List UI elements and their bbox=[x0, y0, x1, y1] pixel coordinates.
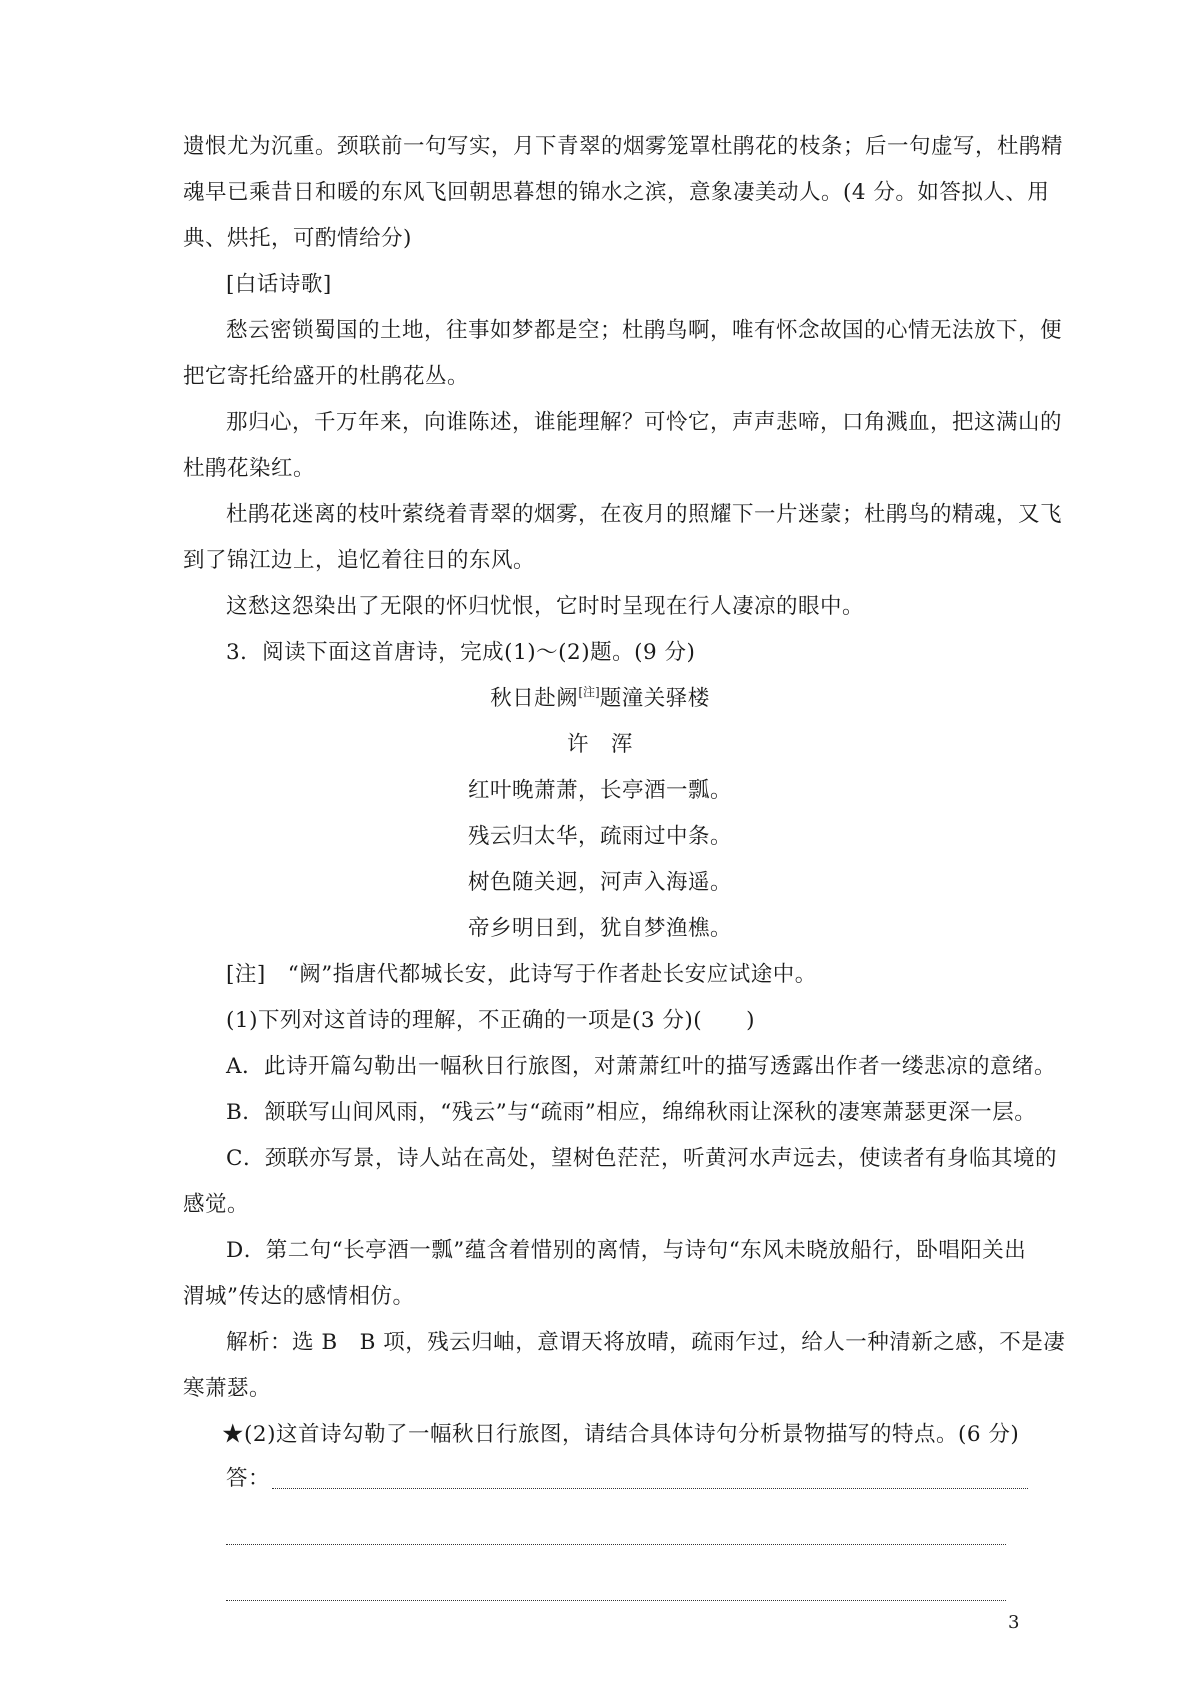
analysis-line-2: 寒萧瑟。 bbox=[183, 1376, 272, 1401]
answer-label: 答： bbox=[226, 1466, 271, 1491]
option-c: C．颈联亦写景，诗人站在高处，望树色茫茫，听黄河水声远去，使读者有身临其境的 bbox=[226, 1146, 1057, 1171]
page-number: 3 bbox=[1008, 1612, 1020, 1633]
option-d: D．第二句“长亭酒一瓢”蕴含着惜别的离情，与诗句“东风未晓放船行，卧唱阳关出 bbox=[226, 1238, 1027, 1263]
sub2-stem: ★(2)这首诗勾勒了一幅秋日行旅图，请结合具体诗句分析景物描写的特点。(6 分) bbox=[222, 1422, 1020, 1447]
poem-verse-4: 帝乡明日到，犹自梦渔樵。 bbox=[467, 916, 732, 941]
vernacular-line-3: 那归心，千万年来，向谁陈述，谁能理解？可怜它，声声悲啼，口角溅血，把这满山的 bbox=[226, 410, 1063, 435]
poem-verse-2: 残云归太华，疏雨过中条。 bbox=[467, 824, 732, 849]
answer-line-blank-1[interactable] bbox=[272, 1488, 1028, 1489]
poem-title bbox=[180, 686, 1020, 714]
vernacular-line-1: 愁云密锁蜀国的土地，往事如梦都是空；杜鹃鸟啊，唯有怀念故国的心情无法放下，便 bbox=[226, 318, 1063, 343]
poem-verse-1: 红叶晚萧萧，长亭酒一瓢。 bbox=[467, 778, 732, 803]
analysis-line-1: 解析：选 B B 项，残云归岫，意谓天将放晴，疏雨乍过，给人一种清新之感，不是凄 bbox=[226, 1330, 1066, 1355]
option-c-cont: 感觉。 bbox=[183, 1192, 250, 1217]
option-a: A．此诗开篇勾勒出一幅秋日行旅图，对萧萧红叶的描写透露出作者一缕悲凉的意绪。 bbox=[226, 1054, 1057, 1079]
sub1-stem: (1)下列对这首诗的理解，不正确的一项是(3 分)( ) bbox=[226, 1008, 756, 1033]
answer-line-2: 魂早已乘昔日和暖的东风飞回朝思暮想的锦水之滨，意象凄美动人。(4 分。如答拟人、用 bbox=[183, 180, 1050, 205]
option-b: B．颔联写山间风雨，“残云”与“疏雨”相应，绵绵秋雨让深秋的凄寒萧瑟更深一层。 bbox=[226, 1100, 1037, 1125]
answer-line-3: 典、烘托，可酌情给分) bbox=[183, 226, 412, 251]
vernacular-line-6: 到了锦江边上，追忆着往日的东风。 bbox=[183, 548, 536, 573]
vernacular-line-7: 这愁这怨染出了无限的怀归忧恨，它时时呈现在行人凄凉的眼中。 bbox=[226, 594, 865, 619]
question3-intro: 3．阅读下面这首唐诗，完成(1)～(2)题。(9 分) bbox=[226, 640, 696, 665]
vernacular-line-5: 杜鹃花迷离的枝叶萦绕着青翠的烟雾，在夜月的照耀下一片迷蒙；杜鹃鸟的精魂，又飞 bbox=[226, 502, 1063, 527]
poem-note: [注] “阙”指唐代都城长安，此诗写于作者赴长安应试途中。 bbox=[226, 962, 817, 987]
answer-line-blank-3[interactable] bbox=[226, 1600, 1006, 1601]
vernacular-line-4: 杜鹃花染红。 bbox=[183, 456, 316, 481]
poem-title-part1: 秋日赴阙 bbox=[490, 686, 579, 711]
answer-line-blank-2[interactable] bbox=[226, 1544, 1006, 1545]
poem-title-note-marker: [注] bbox=[578, 685, 600, 699]
vernacular-heading: [白话诗歌] bbox=[226, 272, 332, 297]
poem-title-part2: 题潼关驿楼 bbox=[599, 686, 710, 711]
poem-verse-3: 树色随关迥，河声入海遥。 bbox=[467, 870, 732, 895]
option-d-cont: 渭城”传达的感情相仿。 bbox=[183, 1284, 415, 1309]
answer-line-1: 遗恨尤为沉重。颈联前一句写实，月下青翠的烟雾笼罩杜鹃花的枝条；后一句虚写，杜鹃精 bbox=[183, 134, 1064, 159]
poem-author: 许 浑 bbox=[566, 732, 633, 757]
vernacular-line-2: 把它寄托给盛开的杜鹃花丛。 bbox=[183, 364, 470, 389]
